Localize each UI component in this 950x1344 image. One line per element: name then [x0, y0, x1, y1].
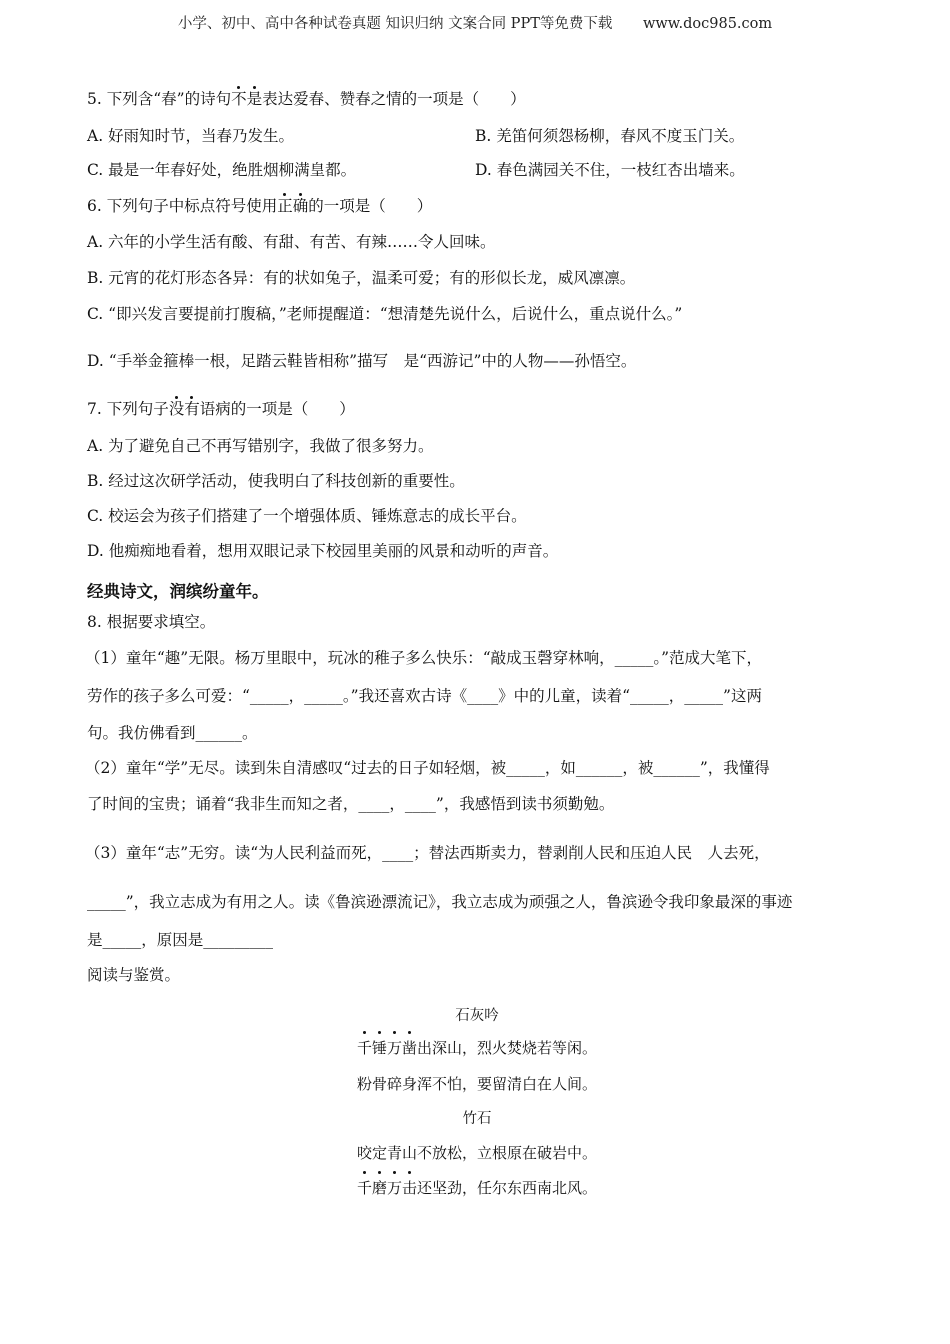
poem1-title: 石灰吟: [455, 1008, 499, 1024]
emphasis-dot-char: 千: [356, 1179, 372, 1197]
q5-option-c: C. 最是一年春好处，绝胜烟柳满皇都。: [87, 161, 357, 179]
poem2-line2-rest: 还坚劲，任尔东西南北风。: [417, 1179, 598, 1197]
q5-option-a: A. 好雨知时节，当春乃发生。: [87, 127, 295, 145]
q6-stem-text: 的一项是（ ）: [308, 197, 433, 215]
poem2-title: 竹石: [462, 1111, 492, 1127]
q8-part2-line1: （2）童年“学”无尽。读到朱自清感叹“过去的日子如轻烟，被_____，如______，被______”，我懂得: [85, 759, 770, 777]
q7-option-c: C. 校运会为孩子们搭建了一个增强体质、锤炼意志的成长平台。: [87, 507, 527, 525]
q8-stem: 8. 根据要求填空。: [87, 613, 216, 631]
emphasis-dot-char: 击: [402, 1179, 418, 1197]
q8-part2-line2: 了时间的宝贵；诵着“我非生而知之者，____，____”，我感悟到读书须勤勉。: [87, 795, 615, 813]
poem1-line2: 粉骨碎身浑不怕，要留清白在人间。: [356, 1075, 597, 1093]
q6-option-a: A. 六年的小学生活有酸、有甜、有苦、有辣……令人回味。: [87, 233, 496, 251]
q8-part3-line3: 是_____，原因是_________: [87, 931, 274, 949]
emphasis-dot-char: 没: [168, 400, 185, 418]
emphasis-dot-char: 万: [386, 1179, 402, 1197]
q6-option-d: D. “手举金箍棒一根，足踏云鞋皆相称”描写 是“西游记”中的人物——孙悟空。: [87, 352, 637, 370]
poem2-line1: 咬定青山不放松，立根原在破岩中。: [356, 1144, 597, 1162]
q5-option-b: B. 羌笛何须怨杨柳，春风不度玉门关。: [475, 127, 745, 145]
q5-stem-text: 表达爱春、赞春之情的一项是（ ）: [262, 90, 526, 108]
q6-option-c: C. “即兴发言要提前打腹稿，”老师提醒道：“想清楚先说什么，后说什么，重点说什么。”: [87, 305, 683, 323]
section-heading: 经典诗文，润缤纷童年。: [87, 582, 269, 601]
q8-part1-line1: （1）童年“趣”无限。杨万里眼中，玩冰的稚子多么快乐：“敲成玉磬穿林响，_____。”范成大笔下，: [85, 649, 763, 667]
q5-option-d: D. 春色满园关不住，一枝红杏出墙来。: [475, 161, 745, 179]
header-site-link[interactable]: www.doc985.com: [642, 16, 773, 32]
emphasis-dot-char: 有: [184, 400, 200, 418]
q7-stem-text: 7. 下列句子: [87, 400, 169, 418]
q8-part1-line3: 句。我仿佛看到______。: [87, 724, 258, 742]
emphasis-dot-char: 是: [246, 90, 263, 108]
q5-stem: [87, 92, 526, 108]
q8-part3-line2: _____”，我立志成为有用之人。读《鲁滨逊漂流记》，我立志成为顽强之人，鲁滨逊令我印象最深的事迹: [87, 893, 793, 911]
header-text: 小学、初中、高中各种试卷真题 知识归纳 文案合同 PPT等免费下载: [177, 16, 613, 32]
reading-label: 阅读与鉴赏。: [87, 966, 181, 984]
q7-stem-text: 语病的一项是（ ）: [199, 400, 355, 418]
q7-option-b: B. 经过这次研学活动，使我明白了科技创新的重要性。: [87, 472, 465, 490]
q5-stem-text: 5. 下列含“春”的诗句: [87, 90, 232, 108]
emphasis-dot-char: 万: [386, 1039, 402, 1057]
poem2-line2: [87, 1177, 867, 1198]
q7-option-d: D. 他痴痴地看着，想用双眼记录下校园里美丽的风景和动听的声音。: [87, 542, 559, 560]
q6-stem-text: 6. 下列句子中标点符号使用: [87, 197, 278, 215]
emphasis-dot-char: 千: [356, 1039, 372, 1057]
emphasis-dot-char: 凿: [402, 1039, 418, 1057]
page-header: [0, 12, 950, 33]
q8-part1-line2: 劳作的孩子多么可爱：“_____，_____。”我还喜欢古诗《____》中的儿童，读着“_____，_____”这两: [87, 687, 762, 705]
q7-stem: [87, 402, 355, 418]
emphasis-dot-char: 确: [292, 197, 309, 215]
q5-row-cd: [87, 161, 745, 179]
emphasis-dot-char: 磨: [371, 1179, 387, 1197]
q5-row-ab: [87, 127, 745, 145]
poem1-line1-rest: 出深山，烈火焚烧若等闲。: [417, 1039, 598, 1057]
emphasis-dot-char: 不: [231, 90, 247, 108]
q7-option-a: A. 为了避免自己不再写错别字，我做了很多努力。: [87, 437, 434, 455]
emphasis-dot-char: 正: [277, 197, 293, 215]
emphasis-dot-char: 锤: [371, 1039, 387, 1057]
q8-part3-line1: （3）童年“志”无穷。读“为人民利益而死，____；替法西斯卖力，替剥削人民和压迫人民 人去死，: [85, 844, 770, 862]
q6-stem: [87, 199, 432, 215]
poem1-line1: [87, 1037, 867, 1058]
q6-option-b: B. 元宵的花灯形态各异：有的状如兔子，温柔可爱；有的形似长龙，威风凛凛。: [87, 269, 636, 287]
